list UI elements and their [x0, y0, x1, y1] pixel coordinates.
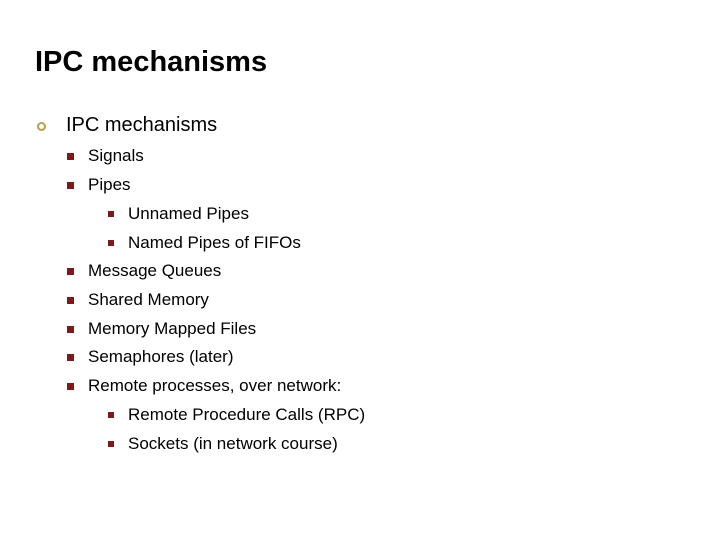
list-item-label: Message Queues — [88, 261, 222, 280]
list-item-signals — [67, 146, 144, 166]
square-bullet-icon — [108, 240, 114, 246]
slide-title: IPC mechanisms — [35, 46, 268, 78]
square-bullet-icon — [108, 441, 114, 447]
square-bullet-icon — [108, 211, 114, 217]
list-item-label: Unnamed Pipes — [128, 204, 249, 223]
list-item-label: Remote Procedure Calls (RPC) — [128, 405, 366, 424]
ring-bullet-icon — [37, 122, 46, 131]
list-item-shared-memory — [67, 290, 209, 310]
list-item-label: Signals — [88, 146, 144, 165]
square-bullet-icon — [67, 153, 74, 160]
top-level-item-label: IPC mechanisms — [66, 114, 218, 136]
list-item-label: Semaphores (later) — [88, 347, 234, 366]
list-item-unnamed-pipes — [108, 204, 249, 224]
square-bullet-icon — [67, 383, 74, 390]
list-item-memory-mapped-files — [67, 319, 256, 339]
square-bullet-icon — [67, 326, 74, 333]
square-bullet-icon — [67, 297, 74, 304]
list-item-label: Named Pipes of FIFOs — [128, 233, 301, 252]
list-item-rpc — [108, 405, 365, 425]
list-item-label: Remote processes, over network: — [88, 376, 342, 395]
list-item-remote-processes — [67, 376, 341, 396]
square-bullet-icon — [67, 354, 74, 361]
list-item-sockets — [108, 434, 338, 454]
list-item-named-pipes — [108, 233, 301, 253]
square-bullet-icon — [67, 268, 74, 275]
square-bullet-icon — [67, 182, 74, 189]
square-bullet-icon — [108, 412, 114, 418]
list-item-label: Sockets (in network course) — [128, 434, 338, 453]
list-item-semaphores — [67, 347, 234, 367]
top-level-item — [37, 114, 217, 137]
list-item-label: Memory Mapped Files — [88, 319, 257, 338]
list-item-message-queues — [67, 261, 221, 281]
list-item-label: Pipes — [88, 175, 131, 194]
list-item-label: Shared Memory — [88, 290, 209, 309]
list-item-pipes — [67, 175, 131, 195]
